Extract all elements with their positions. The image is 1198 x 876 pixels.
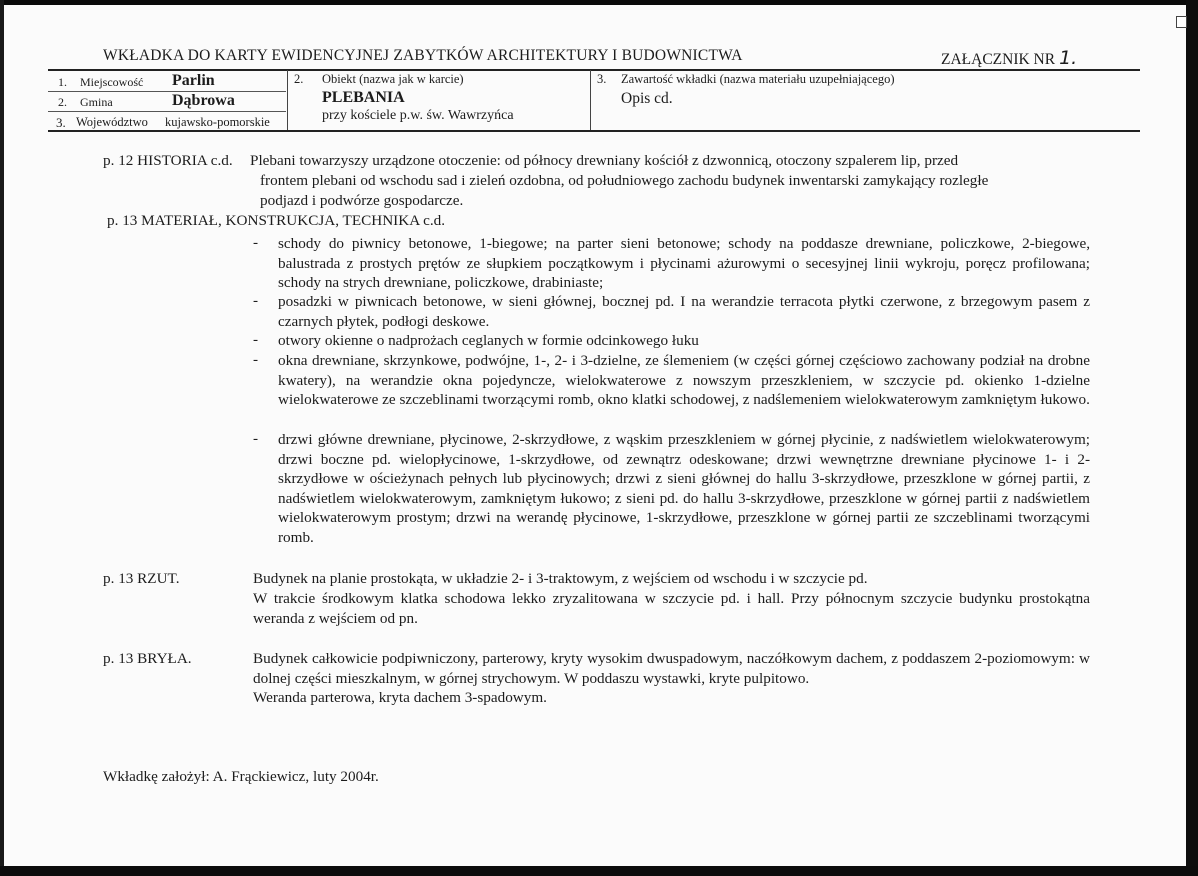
document-title: WKŁADKA DO KARTY EWIDENCYJNEJ ZABYTKÓW ARCHITEKTURY I BUDOWNICTWA — [103, 47, 743, 64]
history-line-3: podjazd i podwórze gospodarcze. — [260, 192, 464, 209]
field-1-value: Parlin — [172, 72, 215, 89]
field-2-label: Gmina — [80, 95, 113, 109]
plan-line-1: Budynek na planie prostokąta, w układzie 2- i 3-traktowym, z wejściem od wschodu i w szczycie pd. — [253, 570, 868, 587]
plan-section-label: p. 13 RZUT. — [103, 570, 180, 587]
bullet-dash: - — [253, 234, 259, 251]
scan-border-bottom — [0, 866, 1198, 876]
bullet-dash: - — [253, 430, 259, 447]
fields-bottom-rule — [48, 130, 1140, 132]
material-section-label: p. 13 MATERIAŁ, KONSTRUKCJA, TECHNIKA c.d. — [107, 212, 446, 229]
content-label: Zawartość wkładki (nazwa materiału uzupełniającego) — [621, 72, 895, 86]
object-subtitle: przy kościele p.w. św. Wawrzyńca — [322, 108, 514, 123]
scan-border-top — [0, 0, 1198, 5]
field-column-divider-a — [287, 70, 288, 130]
history-section-label: p. 12 HISTORIA c.d. — [103, 152, 233, 169]
history-line-2: frontem plebani od wschodu sad i zieleń ozdobna, od południowego zachodu budynek inwentarski zamykający rozległe — [260, 172, 989, 189]
field-column-divider-b — [590, 70, 591, 130]
form-section-label: p. 13 BRYŁA. — [103, 650, 192, 667]
bullet-stairs: schody do piwnicy betonowe, 1-biegowe; na parter sieni betonowe; schody na poddasze drewniane, policzkowe, 2-biegowe, balustrada z prostych prętów ze słupkiem początkowym i płycinami ażurowymi o secesyjnej linii wykroju, poręcz profilowana; schody na strych drewniane, policzkowe, drabiniaste; — [278, 235, 1090, 292]
bullet-dash: - — [253, 292, 259, 309]
field-2-value: Dąbrowa — [172, 92, 235, 109]
content-number: 3. — [597, 72, 607, 86]
field-3-label: Województwo — [76, 115, 148, 129]
plan-line-2: W trakcie środkowym klatka schodowa lekko zryzalitowana w szczycie pd. i hall. Przy północnym szczycie budynku prostokątna weranda z wejściem od pn. — [253, 590, 1090, 627]
form-line-1: Budynek całkowicie podpiwniczony, parterowy, kryty wysokim dwuspadowym, naczółkowym dachem, z poddaszem 2-poziomowym: w dolnej części mieszkalnym, w górnej strychowym. W poddaszu wystawki, kryte pulpitowo. — [253, 650, 1090, 687]
object-label: Obiekt (nazwa jak w karcie) — [322, 72, 464, 86]
scan-border-right — [1186, 0, 1198, 876]
field-1-label: Miejscowość — [80, 75, 144, 89]
form-line-2: Weranda parterowa, kryta dachem 3-spadowym. — [253, 689, 547, 706]
header-rule — [48, 69, 1140, 71]
bullet-dash: - — [253, 351, 259, 368]
field-2-number: 2. — [58, 95, 67, 109]
field-3-value: kujawsko-pomorskie — [165, 115, 270, 129]
bullet-doors: drzwi główne drewniane, płycinowe, 2-skrzydłowe, z wąskim przeszkleniem w górnej płycinie, z nadświetlem wielokwaterowym; drzwi boczne pd. wielopłycinowe, 1-skrzydłowe, od zewnątrz odeskowane; drzwi wewnętrzne drewniane płycinowe 1- i 2-skrzydłowe w ościeżynach pełnych lub płycinowych; drzwi z sieni głównej do hallu 3-skrzydłowe, przeszklone w górnej partii, z nadświetlem wielokwaterowym, zamkniętym łukowo; z sieni pd. do hallu 3-skrzydłowe, przeszklone w górnej partii z nadświetlem wielokwaterowym prostym; drzwi na werandę płycinowe, 1-skrzydłowe, przeszklone w górnej partii ze szczeblinami tworzącymi romb. — [278, 431, 1090, 546]
bullet-floors: posadzki w piwnicach betonowe, w sieni głównej, bocznej pd. I na werandzie terracota płytki czerwone, z brzegowym pasem z czarnych płytek, podłogi deskowe. — [278, 293, 1090, 330]
bullet-window-openings: otwory okienne o nadprożach ceglanych w formie odcinkowego łuku — [278, 332, 699, 349]
object-value: PLEBANIA — [322, 89, 405, 106]
content-value: Opis cd. — [621, 90, 673, 107]
bullet-dash: - — [253, 331, 259, 348]
corner-mark — [1176, 16, 1187, 28]
annex-text: ZAŁĄCZNIK NR — [941, 51, 1056, 68]
object-number: 2. — [294, 72, 304, 86]
history-line-1: Plebani towarzyszy urządzone otoczenie: od północy drewniany kościół z dzwonnicą, otoczony szpalerem lip, przed — [250, 152, 959, 169]
annex-number: 1. — [1059, 47, 1078, 69]
field-divider-2 — [48, 111, 286, 112]
author-note: Wkładkę założył: A. Frąckiewicz, luty 2004r. — [103, 768, 379, 785]
bullet-windows: okna drewniane, skrzynkowe, podwójne, 1-, 2- i 3-dzielne, ze ślemeniem (w części górnej częściowo zachowany podział na drobne kwatery), na werandzie okna pojedyncze, wielokwaterowe z nowszym przeszkleniem, w szczycie pd. okienko 1-dzielne wielokwaterowe ze szczeblinami tworzącymi romb, okno klatki schodowej, z nadślemeniem wielokwaterowym zamkniętym łukowo. — [278, 352, 1090, 409]
scan-border-left — [0, 0, 4, 876]
field-1-number: 1. — [58, 75, 67, 89]
annex-label — [941, 47, 1077, 69]
field-divider-1 — [48, 91, 286, 92]
field-3-number: 3. — [56, 115, 66, 130]
